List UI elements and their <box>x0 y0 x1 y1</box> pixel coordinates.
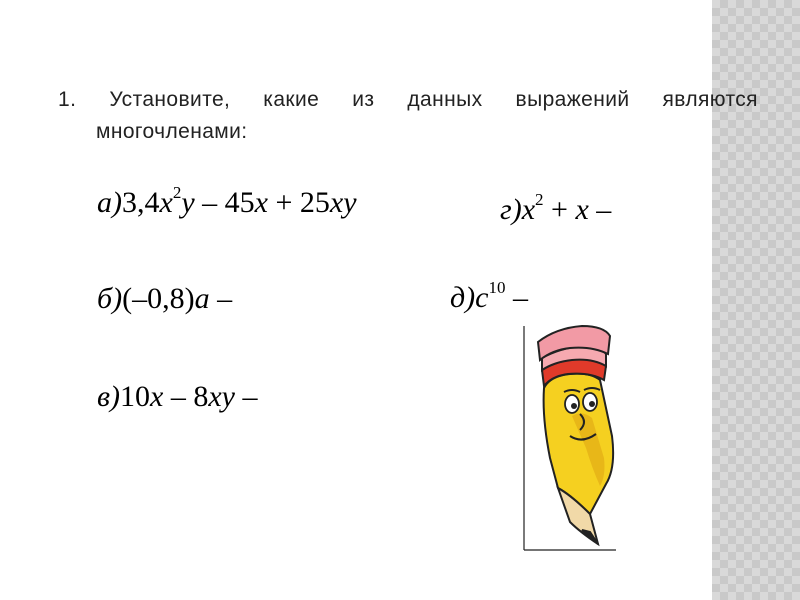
expression-term: (–0,8) <box>122 282 195 315</box>
expression-label: д) <box>450 281 476 314</box>
expression-variable: x <box>575 193 589 226</box>
expression-exponent: 10 <box>488 278 506 297</box>
expression-variable: x <box>254 186 268 219</box>
question-word: Установите, <box>109 88 231 111</box>
expression-v <box>97 380 257 414</box>
expression-variable: x <box>150 380 164 413</box>
question-word: являются <box>662 88 758 111</box>
expression-variable: a <box>194 282 210 315</box>
expression-label: б) <box>97 282 123 315</box>
expression-variable: x <box>159 186 173 219</box>
expression-term: – <box>234 380 258 413</box>
expression-label: в) <box>97 380 121 413</box>
expression-term: 10 <box>120 380 151 413</box>
expression-term: 3,4 <box>122 186 160 219</box>
question-word: данных <box>407 88 483 111</box>
expression-d <box>450 278 528 315</box>
expression-exponent: 2 <box>535 190 544 209</box>
expression-variable: xy <box>329 186 357 219</box>
expression-a <box>97 183 357 220</box>
expression-term: + <box>543 193 576 226</box>
expression-g <box>500 190 612 227</box>
question-word: из <box>352 88 375 111</box>
question-line-2: многочленами: <box>96 120 248 143</box>
question-text <box>58 84 758 148</box>
expression-term: – 45 <box>194 186 255 219</box>
expression-term: + 25 <box>267 186 330 219</box>
expression-exponent: 2 <box>172 183 182 202</box>
expression-label: г) <box>500 193 522 226</box>
expression-b <box>97 282 232 316</box>
question-word: выражений <box>515 88 630 111</box>
question-line-1 <box>58 84 758 116</box>
expression-variable: y <box>181 186 195 219</box>
expression-term: – <box>505 281 528 314</box>
cartoon-pencil-illustration <box>520 318 630 553</box>
expression-variable: xy <box>208 380 235 413</box>
expression-term: – <box>588 193 612 226</box>
expression-term: – <box>209 282 233 315</box>
expression-label: а) <box>97 186 122 219</box>
expression-term: – 8 <box>163 380 209 413</box>
expression-variable: x <box>521 193 536 226</box>
question-number: 1. <box>58 88 77 111</box>
question-word: какие <box>263 88 320 111</box>
expression-variable: c <box>475 281 489 314</box>
